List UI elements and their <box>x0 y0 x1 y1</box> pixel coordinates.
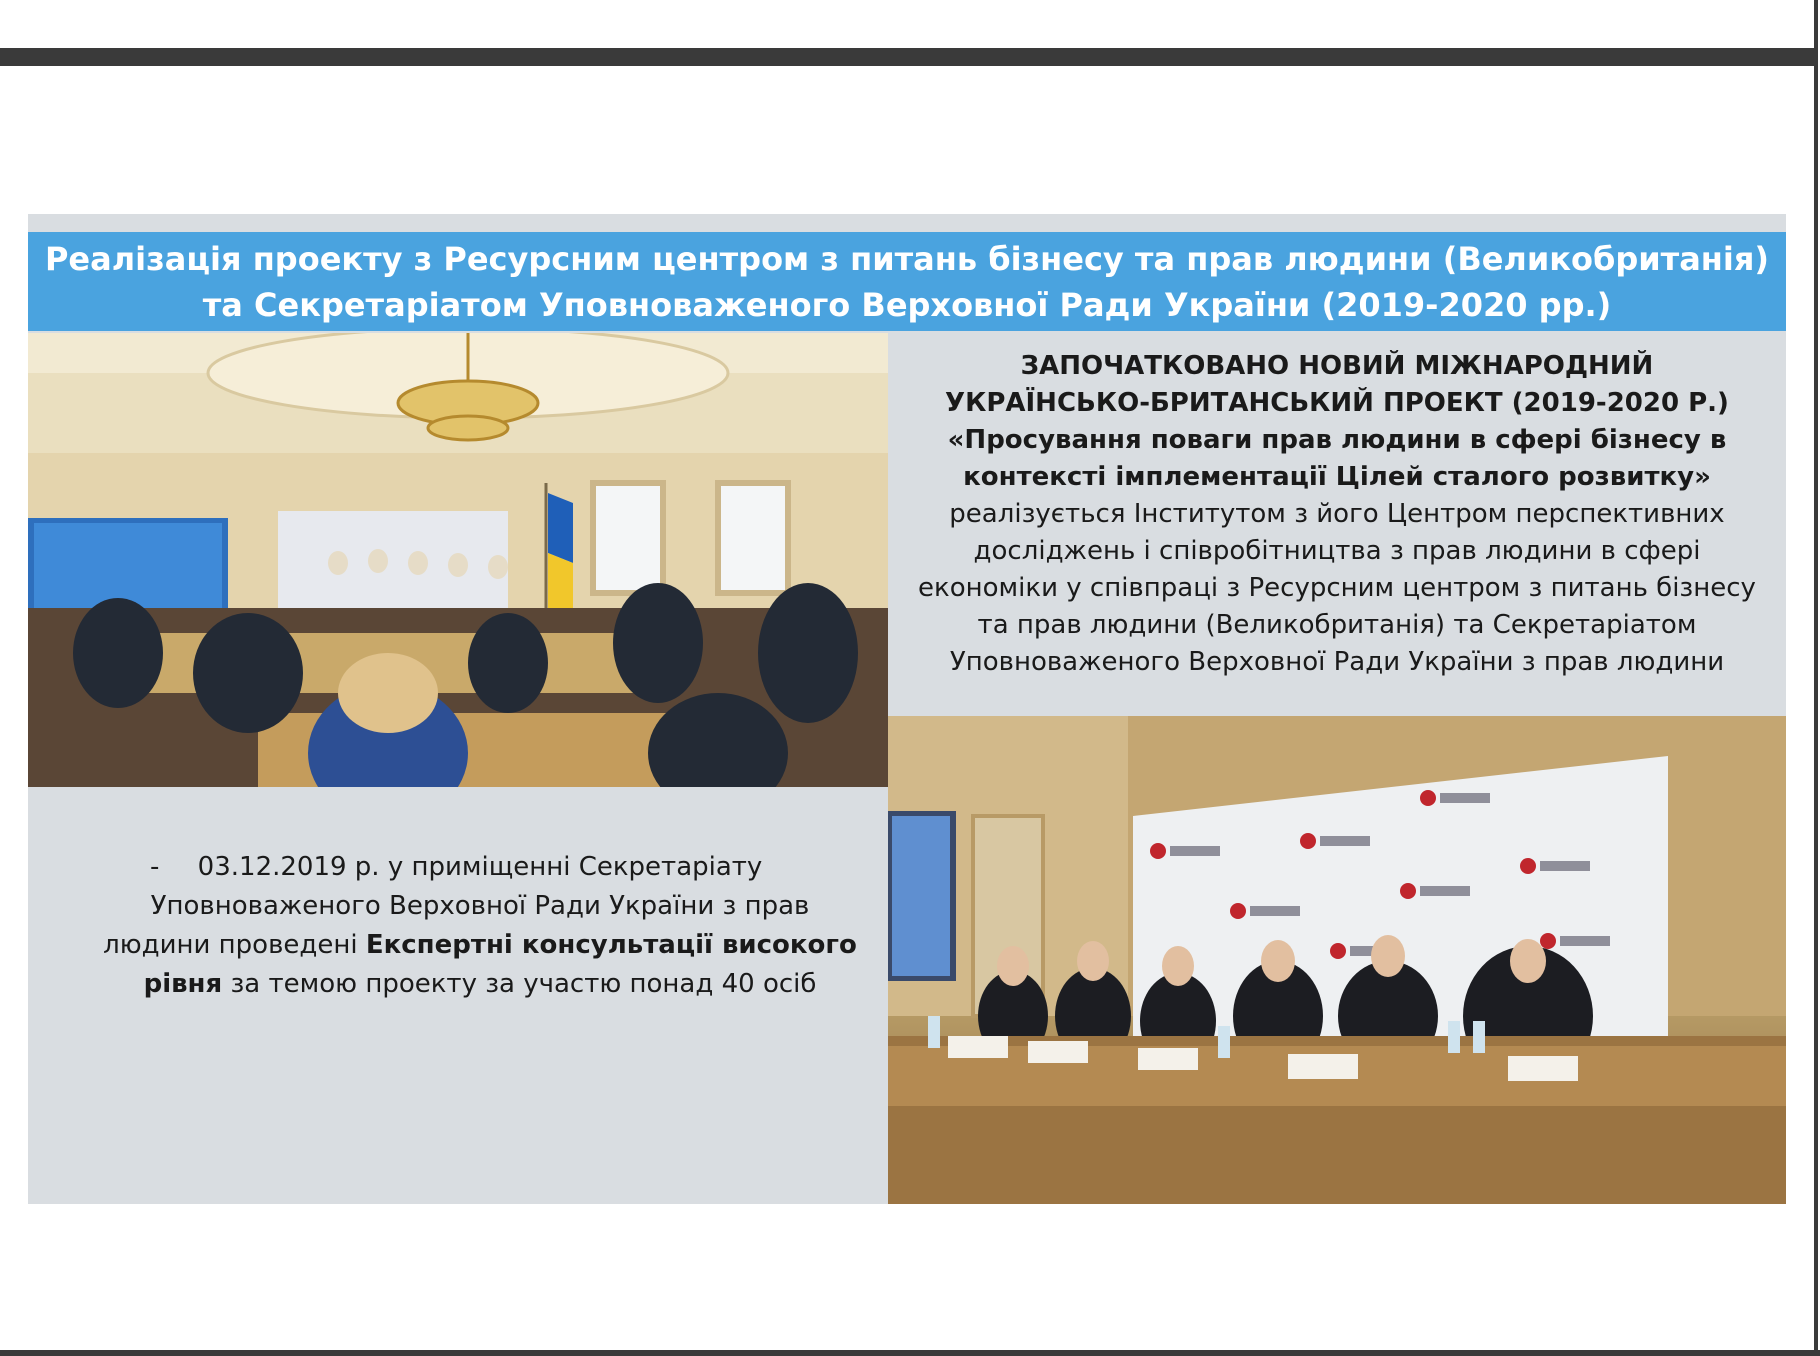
announcement-body-line-1: реалізується Інститутом з його Центром перспективних <box>949 499 1725 529</box>
project-name-line-2: контексті імплементації Цілей сталого розвитку» <box>963 462 1711 492</box>
project-announcement <box>888 348 1786 681</box>
announcement-body-line-2: досліджень і співробітництва з прав людини в сфері <box>973 536 1701 566</box>
event-description <box>100 848 860 1004</box>
bottom-border <box>0 1350 1820 1356</box>
announcement-body-line-4: та прав людини (Великобританія) та Секретаріатом <box>977 610 1697 640</box>
top-border-bar <box>0 48 1816 66</box>
project-name-line-1: «Просування поваги прав людини в сфері бізнесу в <box>947 425 1727 455</box>
announcement-heading-line-2: УКРАЇНСЬКО-БРИТАНСЬКИЙ ПРОЕКТ (2019-2020 Р.) <box>945 388 1729 418</box>
announcement-heading-line-1: ЗАПОЧАТКОВАНО НОВИЙ МІЖНАРОДНИЙ <box>1020 351 1654 381</box>
announcement-body-line-5: Уповноваженого Верховної Ради України з прав людини <box>949 647 1725 677</box>
event-text-part-2: за темою проекту за участю понад 40 осіб <box>222 969 817 999</box>
right-border <box>1814 0 1818 1356</box>
event-text-bold: Експертні консультації високого рівня <box>143 930 857 999</box>
title-line-2: та Секретаріатом Уповноваженого Верховної Ради України (2019-2020 рр.) <box>202 285 1612 324</box>
bullet-dash: - <box>150 852 160 882</box>
announcement-body-line-3: економіки у співпраці з Ресурсним центром з питань бізнесу <box>918 573 1756 603</box>
title-line-1: Реалізація проекту з Ресурсним центром з питань бізнесу та прав людини (Великобританія) <box>44 239 1770 278</box>
expert-panel-photo <box>888 716 1786 1204</box>
conference-room-photo <box>28 333 888 787</box>
slide-title <box>28 232 1786 331</box>
event-text-part-1: 03.12.2019 р. у приміщенні Секретаріату Уповноваженого Верховної Ради України з прав людини проведені <box>103 852 810 960</box>
